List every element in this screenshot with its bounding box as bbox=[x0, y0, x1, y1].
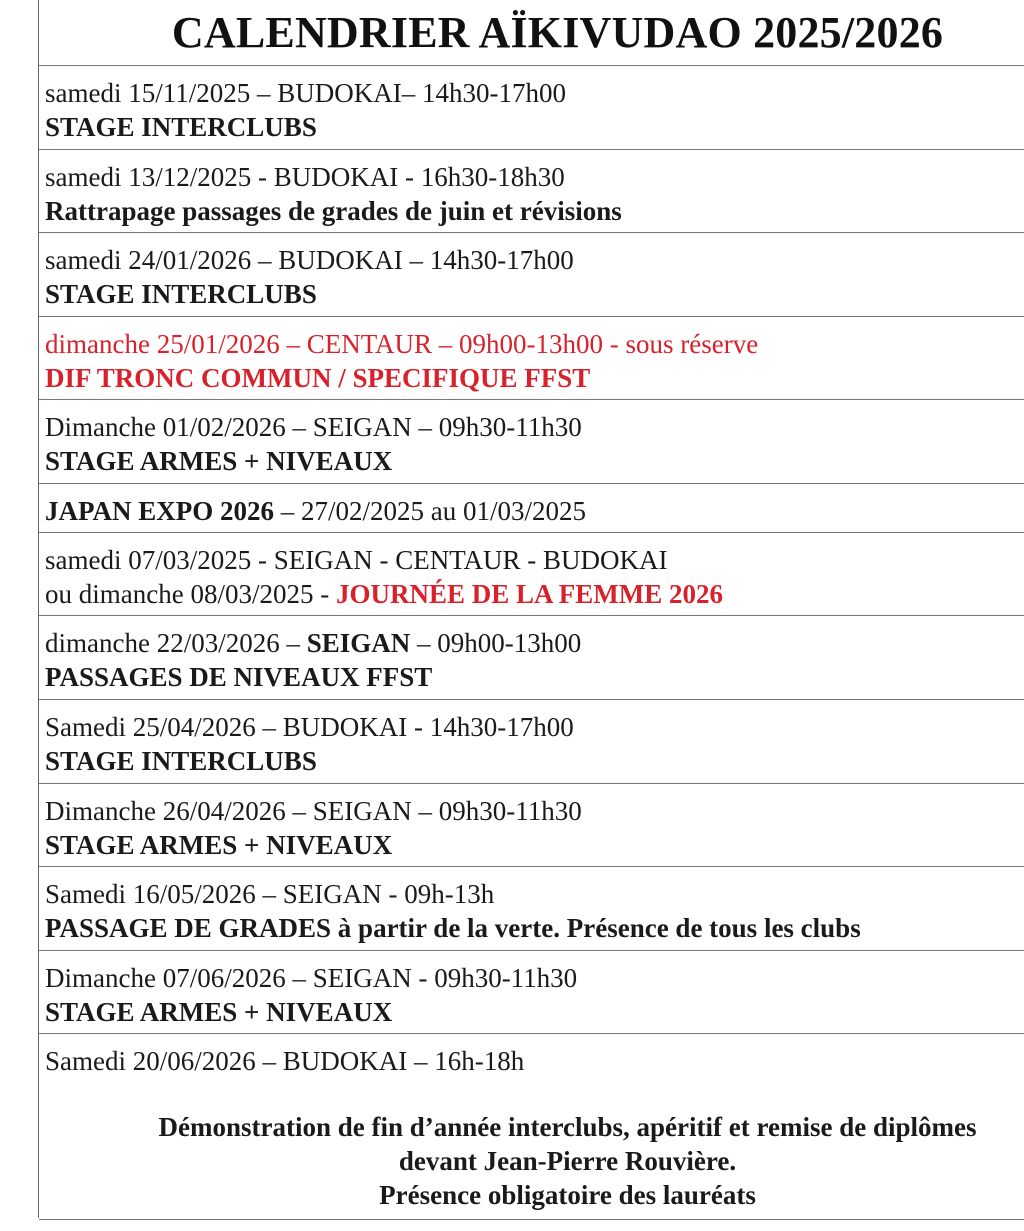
event-date: samedi 15/11/2025 – BUDOKAI– 14h30-17h00 bbox=[45, 78, 566, 108]
event-title: STAGE ARMES + NIVEAUX bbox=[45, 996, 393, 1027]
description-line: Démonstration de fin d’année interclubs, apéritif et remise de diplômes bbox=[158, 1112, 977, 1142]
event-line bbox=[45, 494, 1024, 528]
event-date: Dimanche 26/04/2026 – SEIGAN – 09h30-11h30 bbox=[45, 795, 582, 826]
event-row bbox=[39, 867, 1024, 951]
event-row bbox=[39, 66, 1024, 150]
event-title: DIF TRONC COMMUN / SPECIFIQUE FFST bbox=[45, 362, 591, 393]
event-time: – 09h00-13h00 bbox=[410, 628, 582, 658]
event-date: Samedi 16/05/2026 – SEIGAN - 09h-13h bbox=[45, 879, 495, 909]
event-row bbox=[39, 400, 1024, 484]
event-title: PASSAGE DE GRADES à partir de la verte. Présence de tous les clubs bbox=[45, 913, 861, 943]
event-title: PASSAGES DE NIVEAUX FFST bbox=[45, 662, 433, 692]
event-date bbox=[45, 626, 1024, 660]
event-row bbox=[39, 951, 1024, 1035]
event-date: Dimanche 07/06/2026 – SEIGAN - 09h30-11h30 bbox=[45, 962, 578, 993]
page-title: CALENDRIER AÏKIVUDAO 2025/2026 bbox=[39, 0, 1024, 66]
event-line bbox=[45, 577, 1024, 611]
event-location: SEIGAN bbox=[306, 628, 411, 658]
event-title: STAGE INTERCLUBS bbox=[45, 112, 317, 142]
event-row bbox=[39, 784, 1024, 868]
calendar-sheet bbox=[38, 0, 1024, 1218]
event-date-prefix: dimanche 22/03/2026 – bbox=[45, 628, 307, 658]
event-date: dimanche 25/01/2026 – CENTAUR – 09h00-13h00 - sous réserve bbox=[45, 328, 759, 359]
description-line: Présence obligatoire des lauréats bbox=[379, 1180, 756, 1210]
event-date: samedi 07/03/2025 - SEIGAN - CENTAUR - BUDOKAI bbox=[45, 544, 668, 575]
event-title: STAGE INTERCLUBS bbox=[45, 746, 317, 776]
event-row-journee-femme bbox=[39, 533, 1024, 617]
final-event-row bbox=[39, 1034, 1024, 1220]
event-title: JOURNÉE DE LA FEMME 2026 bbox=[335, 578, 723, 609]
event-title: JAPAN EXPO 2026 bbox=[45, 495, 274, 526]
event-row bbox=[39, 616, 1024, 700]
event-title: STAGE ARMES + NIVEAUX bbox=[45, 829, 393, 860]
event-row bbox=[39, 700, 1024, 784]
event-title: STAGE ARMES + NIVEAUX bbox=[45, 446, 393, 476]
event-date: – 27/02/2025 au 01/03/2025 bbox=[274, 495, 586, 526]
event-title: Rattrapage passages de grades de juin et révisions bbox=[45, 195, 622, 226]
event-row-japan-expo bbox=[39, 484, 1024, 533]
event-row bbox=[39, 233, 1024, 317]
event-date: samedi 24/01/2026 – BUDOKAI – 14h30-17h00 bbox=[45, 245, 574, 275]
event-date-alt: ou dimanche 08/03/2025 - bbox=[45, 578, 336, 609]
final-event-description bbox=[45, 1110, 1024, 1212]
event-title: STAGE INTERCLUBS bbox=[45, 279, 317, 309]
event-row bbox=[39, 150, 1024, 234]
event-date: Samedi 20/06/2026 – BUDOKAI – 16h-18h bbox=[45, 1046, 525, 1076]
description-line: devant Jean-Pierre Rouvière. bbox=[398, 1146, 737, 1176]
event-date: Samedi 25/04/2026 – BUDOKAI - 14h30-17h00 bbox=[45, 712, 574, 742]
event-date: samedi 13/12/2025 - BUDOKAI - 16h30-18h30 bbox=[45, 161, 565, 192]
event-date: Dimanche 01/02/2026 – SEIGAN – 09h30-11h30 bbox=[45, 412, 582, 442]
event-row-tentative bbox=[39, 317, 1024, 401]
